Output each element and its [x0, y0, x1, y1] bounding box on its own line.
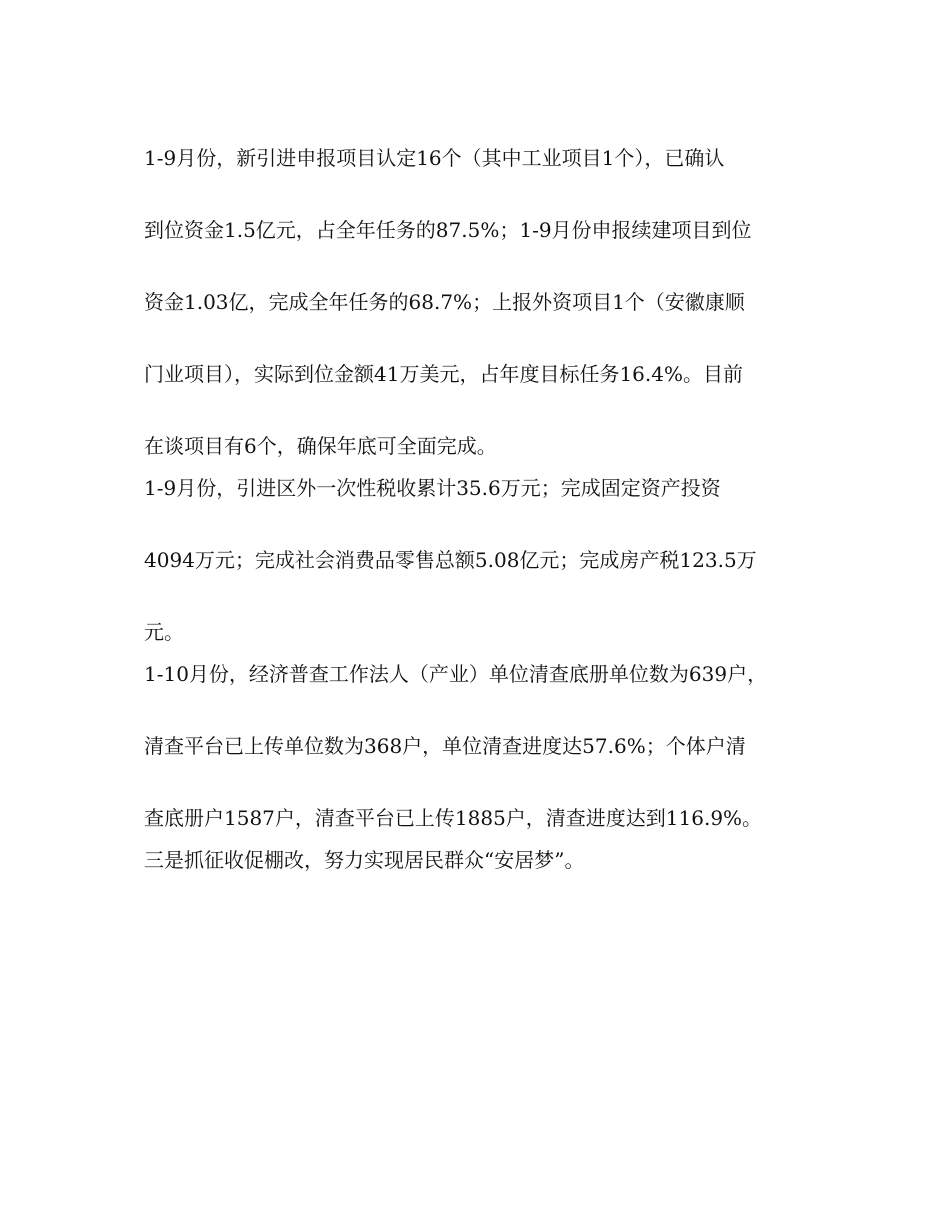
- text-line: 元。: [144, 620, 184, 644]
- text-line: 到位资金1.5亿元，占全年任务的87.5%；1-9月份申报续建项目到位: [144, 218, 752, 242]
- paragraph-housing-renovation: [144, 844, 814, 886]
- text-line: 1-9月份，新引进申报项目认定16个（其中工业项目1个），已确认: [144, 146, 725, 170]
- paragraph-economic-census: [144, 658, 814, 844]
- text-line: 1-9月份，引进区外一次性税收累计35.6万元；完成固定资产投资: [144, 476, 721, 500]
- text-line: 4094万元；完成社会消费品零售总额5.08亿元；完成房产税123.5万: [144, 548, 757, 572]
- paragraph-tax-revenue: [144, 472, 814, 658]
- text-line: 在谈项目有6个，确保年底可全面完成。: [144, 434, 497, 458]
- text-line: 清查平台已上传单位数为368户，单位清查进度达57.6%；个体户清: [144, 734, 746, 758]
- paragraph-project-investment: [144, 142, 814, 472]
- text-line: 查底册户1587户，清查平台已上传1885户，清查进度达到116.9%。: [144, 806, 763, 830]
- text-line: 1-10月份，经济普查工作法人（产业）单位清查底册单位数为639户，: [144, 662, 768, 686]
- document-body: [144, 142, 814, 886]
- text-line: 三是抓征收促棚改，努力实现居民群众“安居梦”。: [144, 848, 585, 872]
- text-line: 门业项目），实际到位金额41万美元，占年度目标任务16.4%。目前: [144, 362, 743, 386]
- text-line: 资金1.03亿，完成全年任务的68.7%；上报外资项目1个（安徽康顺: [144, 290, 745, 314]
